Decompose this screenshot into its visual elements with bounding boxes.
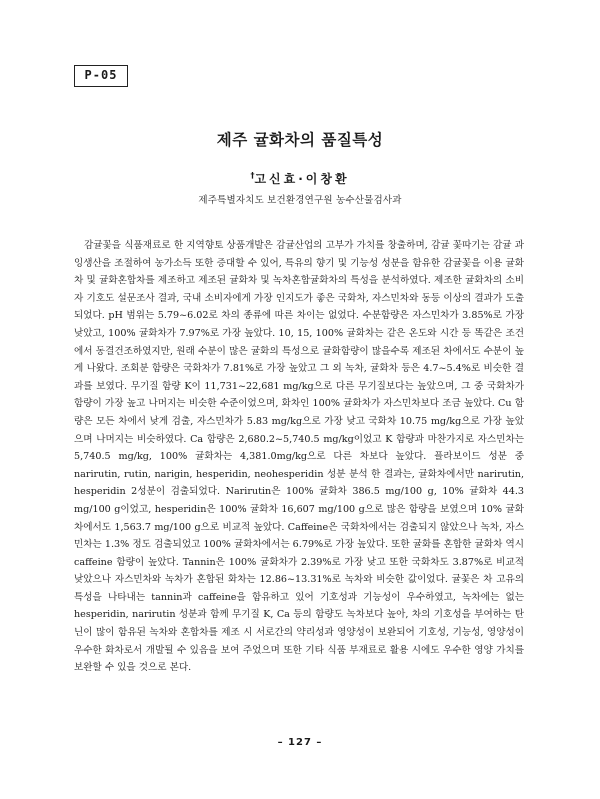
affiliation: 제주특별자치도 보건환경연구원 농수산물검사과 [198,195,402,206]
corresponding-author-mark: † [250,171,255,180]
poster-code-box: P-05 [74,65,128,87]
page-number: – 127 – [277,737,323,748]
author-line [0,170,600,187]
abstract-body: 감귤꽃을 식품재료로 한 지역향토 상품개발은 감귤산업의 고부가 가치를 창출하며, 감귤 꽃따기는 감귤 과잉생산을 조절하여 농가소득 또한 증대할 수 있어, 특유의 향기 및 기능성 성분을 함유한 감귤꽃을 이용 귤화차 및 귤화혼합차를 제조하고 제조된 귤화차 및 녹차혼합귤화차의 특성을 분석하였다. 제조한 귤화차의 소비자 기호도 설문조사 결과, 국내 소비자에게 가장 인지도가 좋은 국화차, 자스민차와 동등 이상의 결과가 도출되었다. pH 범위는 5.79~6.02로 차의 종류에 따른 차이는 없었다. 수분함량은 자스민차가 3.85%로 가장 낮았고, 100% 귤화차가 7.97%로 가장 높았다. 10, 15, 100% 귤화차는 같은 온도와 시간 등 똑같은 조건에서 동결건조하였지만, 원래 수분이 많은 귤화의 특성으로 귤화함량이 많을수록 제조된 차에서도 수분이 높게 나왔다. 조회분 함량은 국화차가 7.81%로 가장 높았고 그 외 녹차, 귤화차 등은 4.7~5.4%로 비슷한 결과를 보였다. 무기질 함량 K이 11,731~22,681 mg/kg으로 다른 무기질보다는 높았으며, 그 중 국화차가 함량이 가장 높고 나머지는 비슷한 수준이었으며, 화차인 100% 귤화차가 자스민차보다 조금 높았다. Cu 함량은 모든 차에서 낮게 검출, 자스민차가 5.83 mg/kg으로 가장 낮고 국화차 10.75 mg/kg으로 가장 높았으며 나머지는 비슷하였다. Ca 함량은 2,680.2~5,740.5 mg/kg이었고 K 함량과 마찬가지로 자스민차는 5,740.5 mg/kg, 100% 귤화차는 4,381.0mg/kg으로 다른 차보다 높았다. 플라보이드 성분 중 narirutin, rutin, narigin, hesperidin, neohesperidin 성분 분석 한 결과는, 귤화차에서만 narirutin, hesperidin 2성분이 검출되었다. Narirutin은 100% 귤화차 386.5 mg/100 g, 10% 귤화차 44.3 mg/100 g이었고, hesperidin은 100% 귤화차 16,607 mg/100 g으로 많은 함량을 보였으며 10% 귤화차에서도 1,563.7 mg/100 g으로 비교적 높았다. Caffeine은 국화차에서는 검출되지 않았으나 녹차, 자스민차는 1.3% 정도 검출되었고 100% 귤화차에서는 6.79%로 가장 높았다. 또한 귤화를 혼합한 귤화차 역시 caffeine 함량이 높았다. Tannin은 100% 귤화차가 2.39%로 가장 낮고 또한 국화차도 3.87%로 비교적 낮았으나 자스민차와 녹차가 혼합된 화차는 12.86~13.31%로 녹차와 비슷한 값이었다. 귤꽃은 차 고유의 특성을 나타내는 tannin과 caffeine을 함유하고 있어 기호성과 기능성이 우수하였고, 녹차에는 없는 hesperidin, narirutin 성분과 함께 무기질 K, Ca 등의 함량도 녹차보다 높아, 차의 기호성을 부여하는 탄닌이 많이 함유된 녹차와 혼합차를 제조 시 서로간의 약리성과 영양성이 보완되어 기호성, 기능성, 영양성이 우수한 화차로서 개발될 수 있음을 보여 주었으며 또한 기타 식품 부재료로 활용 시에도 우수한 영양 가치를 보완할 수 있을 것으로 본다. [74,240,524,674]
paper-title: 제주 귤화차의 품질특성 [216,131,384,149]
author-names: 고신효·이창환 [254,172,350,186]
